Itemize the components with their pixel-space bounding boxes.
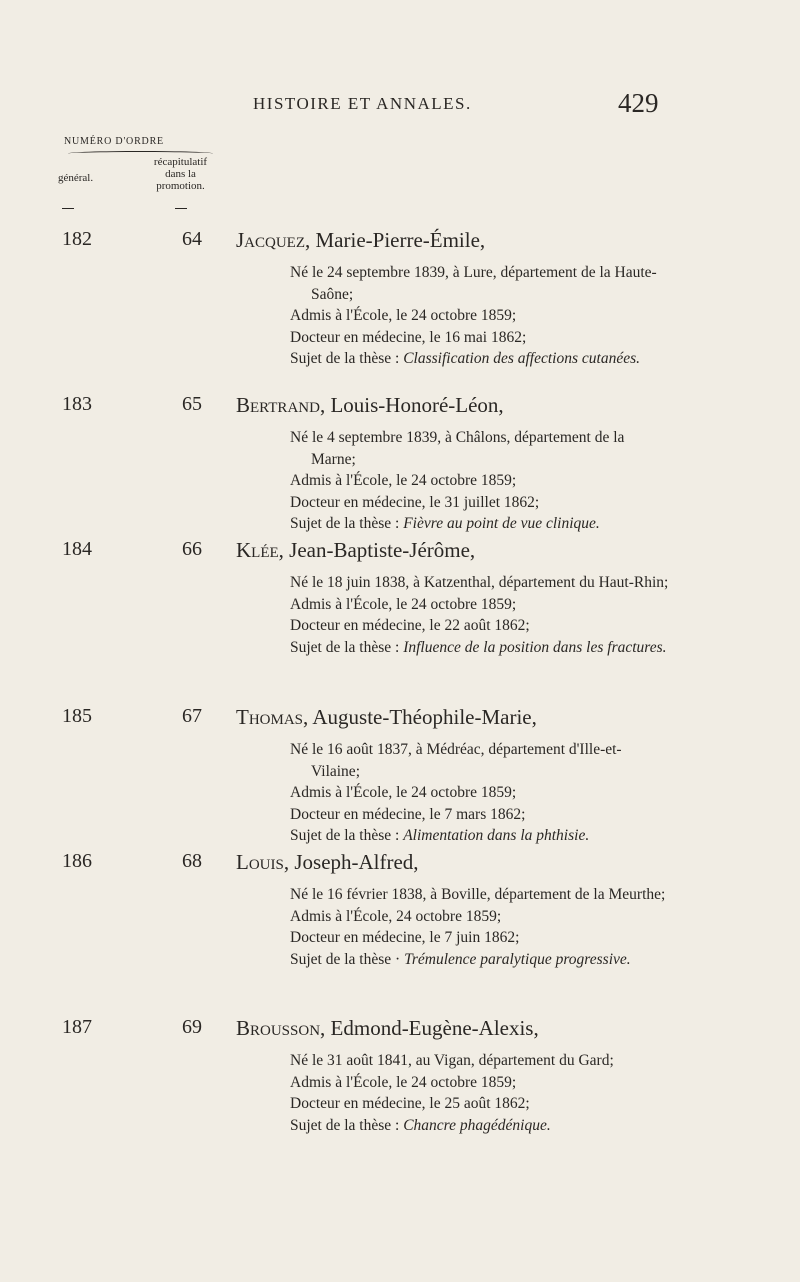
entry-general-number: 185	[62, 705, 92, 727]
entry-birth: Né le 4 septembre 1839, à Châlons, département de la Marne;	[290, 429, 625, 468]
entry-surname: Louis,	[236, 850, 290, 874]
entry-given-names: Jean-Baptiste-Jérôme,	[283, 538, 476, 562]
thesis-title: Classification des affections cutanées.	[403, 350, 640, 368]
entry-surname: Thomas,	[236, 705, 309, 729]
entry-surname: Bertrand,	[236, 393, 326, 417]
entry-given-names: Marie-Pierre-Émile,	[310, 228, 486, 252]
column-divider	[175, 208, 187, 209]
entry-promotion-number: 65	[182, 393, 202, 415]
entry-promotion-number: 69	[182, 1016, 202, 1038]
entry-birth: Né le 18 juin 1838, à Katzenthal, département du Haut-Rhin;	[290, 574, 669, 591]
entry-birth: Né le 16 février 1838, à Boville, département de la Meurthe;	[290, 886, 666, 903]
thesis-prefix: Sujet de la thèse ·	[290, 950, 405, 968]
entry-general-number: 186	[62, 850, 92, 872]
entry-admission: Admis à l'École, le 24 octobre 1859;	[290, 1073, 517, 1091]
thesis-prefix: Sujet de la thèse :	[290, 827, 404, 845]
entry-given-names: Louis-Honoré-Léon,	[325, 393, 504, 417]
entry-given-names: Auguste-Théophile-Marie,	[308, 705, 537, 729]
entry-details	[290, 572, 670, 658]
entry-details	[290, 427, 670, 535]
entry-birth: Né le 24 septembre 1839, à Lure, département de la Haute-Saône;	[290, 264, 657, 303]
entry-given-names: Joseph-Alfred,	[289, 850, 419, 874]
entry-birth: Né le 31 août 1841, au Vigan, département du Gard;	[290, 1052, 614, 1069]
entry-admission: Admis à l'École, 24 octobre 1859;	[290, 907, 502, 925]
entry-promotion-number: 67	[182, 705, 202, 727]
entry-thesis	[290, 825, 670, 847]
column-header-title: NUMÉRO D'ORDRE	[64, 136, 164, 147]
entry-admission: Admis à l'École, le 24 octobre 1859;	[290, 472, 517, 490]
entry-surname: Klée,	[236, 538, 284, 562]
entry-thesis	[290, 348, 670, 370]
thesis-prefix: Sujet de la thèse :	[290, 515, 404, 533]
entry-surname: Jacquez,	[236, 228, 311, 252]
thesis-prefix: Sujet de la thèse :	[290, 638, 404, 656]
entry-admission: Admis à l'École, le 24 octobre 1859;	[290, 595, 517, 613]
entry-details	[290, 884, 670, 970]
entry-name	[236, 705, 537, 730]
entry-general-number: 184	[62, 538, 92, 560]
thesis-title: Chancre phagédénique.	[403, 1116, 551, 1134]
entry-birth: Né le 16 août 1837, à Médréac, département d'Ille-et-Vilaine;	[290, 741, 622, 780]
thesis-title: Trémulence paralytique progressive.	[404, 950, 631, 968]
page-number: 429	[618, 88, 659, 118]
entry-given-names: Edmond-Eugène-Alexis,	[325, 1016, 539, 1040]
entry-details	[290, 262, 670, 370]
column-divider	[62, 208, 74, 209]
thesis-title: Fièvre au point de vue clinique.	[403, 515, 600, 533]
column-header-general: général.	[58, 172, 94, 184]
thesis-title: Alimentation dans la phthisie.	[403, 827, 590, 845]
page-header	[0, 88, 800, 122]
entry-admission: Admis à l'École, le 24 octobre 1859;	[290, 784, 517, 802]
entry-promotion-number: 68	[182, 850, 202, 872]
entry-details	[290, 1050, 670, 1136]
entry-admission: Admis à l'École, le 24 octobre 1859;	[290, 307, 517, 325]
entry-thesis	[290, 637, 670, 659]
entry-thesis	[290, 513, 670, 535]
running-title: HISTOIRE ET ANNALES.	[253, 94, 472, 113]
entry-thesis	[290, 949, 670, 971]
entry-name	[236, 1016, 539, 1041]
thesis-prefix: Sujet de la thèse :	[290, 1116, 404, 1134]
entry-name	[236, 393, 504, 418]
entry-doctorate: Docteur en médecine, le 25 août 1862;	[290, 1095, 530, 1113]
entry-name	[236, 850, 419, 875]
column-header-promotion: récapitulatif dans la promotion.	[153, 156, 208, 192]
entry-promotion-number: 64	[182, 228, 202, 250]
thesis-title: Influence de la position dans les fractures.	[403, 638, 667, 656]
entry-doctorate: Docteur en médecine, le 22 août 1862;	[290, 617, 530, 635]
entry-doctorate: Docteur en médecine, le 31 juillet 1862;	[290, 493, 540, 511]
entry-name	[236, 228, 485, 253]
entry-doctorate: Docteur en médecine, le 7 juin 1862;	[290, 929, 520, 947]
thesis-prefix: Sujet de la thèse :	[290, 350, 404, 368]
entry-promotion-number: 66	[182, 538, 202, 560]
entry-details	[290, 739, 670, 847]
entry-doctorate: Docteur en médecine, le 16 mai 1862;	[290, 328, 527, 346]
entry-surname: Brousson,	[236, 1016, 326, 1040]
entry-name	[236, 538, 475, 563]
entry-doctorate: Docteur en médecine, le 7 mars 1862;	[290, 805, 526, 823]
column-header	[58, 136, 228, 216]
entry-general-number: 182	[62, 228, 92, 250]
entry-general-number: 183	[62, 393, 92, 415]
entry-general-number: 187	[62, 1016, 92, 1038]
entry-thesis	[290, 1115, 670, 1137]
